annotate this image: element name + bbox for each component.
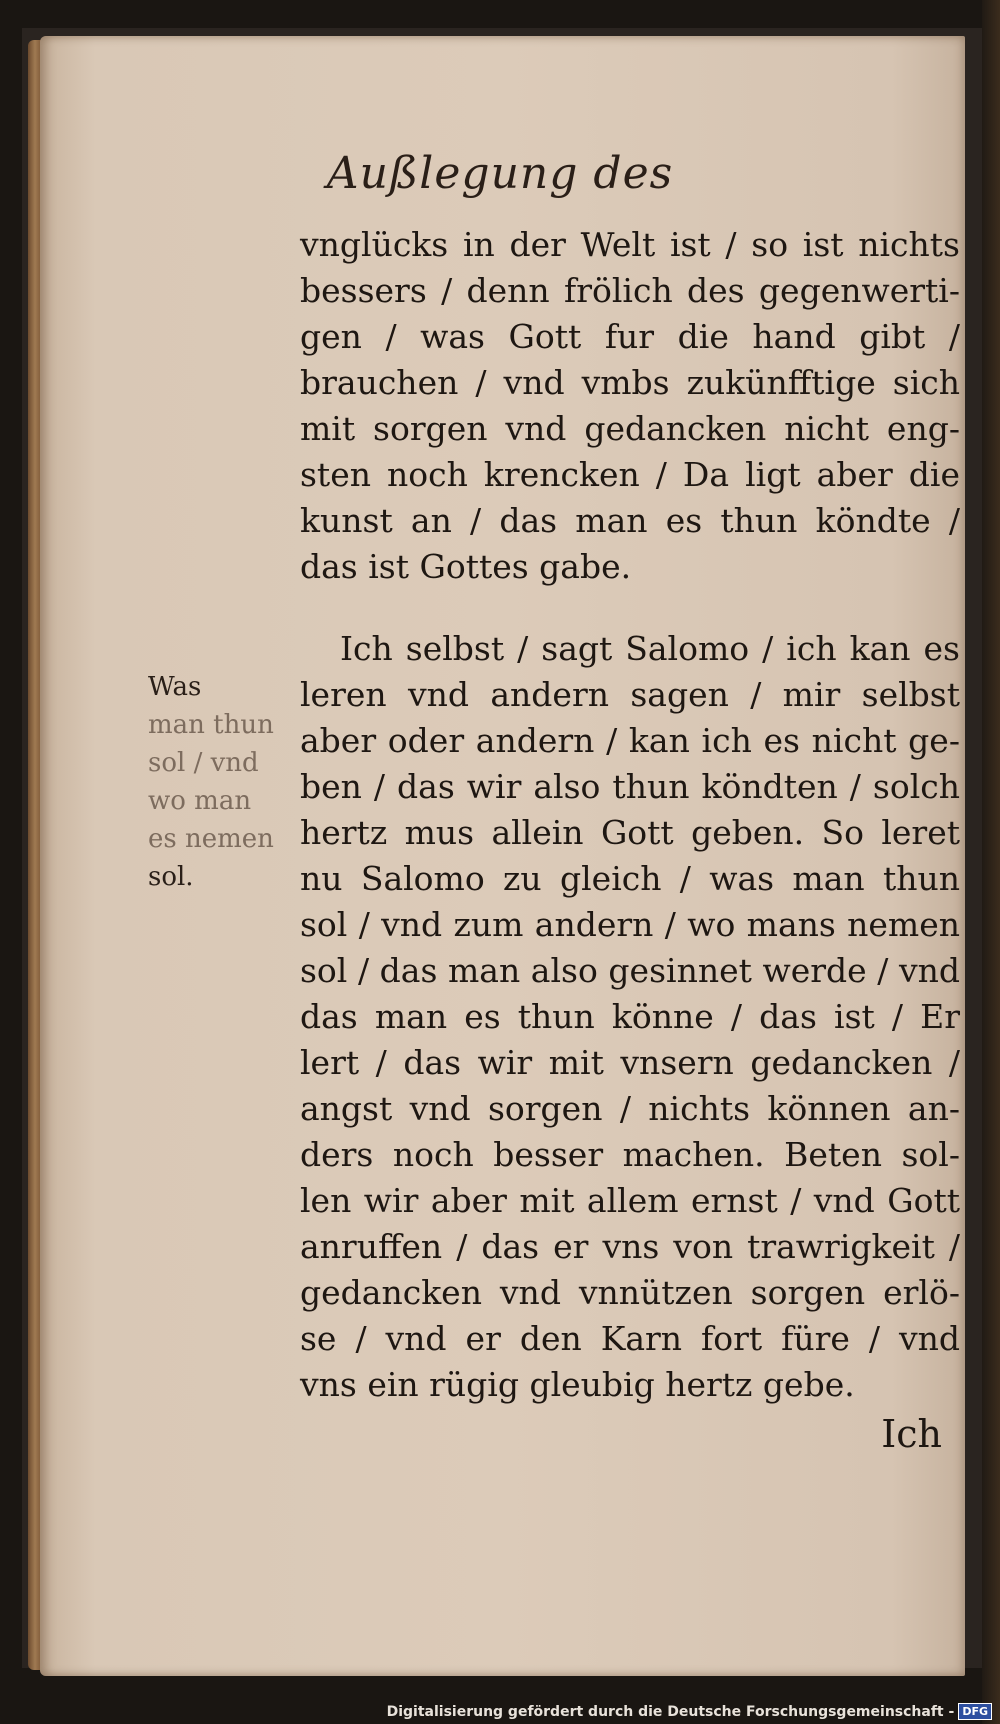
- text-line: mit sorgen vnd gedancken nicht eng-: [300, 409, 960, 448]
- text-line: nu Salomo zu gleich / was man thun: [300, 859, 960, 898]
- text-line: brauchen / vnd vmbs zukünfftige sich: [300, 363, 960, 402]
- text-line: vnglücks in der Welt ist / so ist nichts: [300, 225, 960, 264]
- text-line: angst vnd sorgen / nichts können an-: [300, 1089, 960, 1128]
- text-line: sol / das man also gesinnet werde / vnd: [300, 951, 960, 990]
- text-line: se / vnd er den Karn fort füre / vnd: [300, 1319, 960, 1358]
- text-line: hertz mus allein Gott geben. So leret: [300, 813, 960, 852]
- text-line: bessers / denn frölich des gegenwerti-: [300, 271, 960, 310]
- text-line: das man es thun könne / das ist / Er: [300, 997, 960, 1036]
- marginal-line: sol / vnd: [148, 748, 259, 778]
- text-line: leren vnd andern sagen / mir selbst: [300, 675, 960, 714]
- text-line: lert / das wir mit vnsern gedancken /: [300, 1043, 960, 1082]
- body-text: [300, 222, 960, 1408]
- text-line: aber oder andern / kan ich es nicht ge-: [300, 721, 960, 760]
- text-line: Ich selbst / sagt Salomo / ich kan es: [340, 629, 960, 668]
- digitization-credit: [387, 1703, 992, 1720]
- page-shadow: [982, 0, 1000, 1724]
- credit-text: Digitalisierung gefördert durch die Deutsche Forschungsgemeinschaft -: [386, 1703, 955, 1720]
- text-line: das ist Gottes gabe.: [300, 547, 632, 586]
- text-line: anruffen / das er vns von trawrigkeit /: [300, 1227, 960, 1266]
- text-line: gedancken vnd vnnützen sorgen erlö-: [300, 1273, 960, 1312]
- marginal-line: es nemen: [148, 824, 274, 854]
- paragraph-2: [300, 626, 960, 1408]
- text-line: vns ein rügig gleubig hertz gebe.: [300, 1365, 855, 1404]
- dfg-logo: DFG: [958, 1703, 992, 1720]
- text-line: ders noch besser machen. Beten sol-: [300, 1135, 960, 1174]
- text-line: sol / vnd zum andern / wo mans nemen: [300, 905, 960, 944]
- text-line: ben / das wir also thun köndten / solch: [300, 767, 960, 806]
- text-line: len wir aber mit allem ernst / vnd Gott: [300, 1181, 960, 1220]
- marginal-line: Was: [148, 672, 202, 702]
- marginal-line: sol.: [148, 862, 194, 892]
- running-header: Außlegung des: [326, 148, 674, 199]
- catchword: Ich: [881, 1412, 942, 1456]
- marginal-note: [148, 668, 296, 896]
- paragraph-1: [300, 222, 960, 590]
- text-line: sten noch krencken / Da ligt aber die: [300, 455, 960, 494]
- marginal-line: man thun: [148, 710, 274, 740]
- marginal-line: wo man: [148, 786, 252, 816]
- text-line: gen / was Gott fur die hand gibt /: [300, 317, 960, 356]
- text-line: kunst an / das man es thun köndte /: [300, 501, 960, 540]
